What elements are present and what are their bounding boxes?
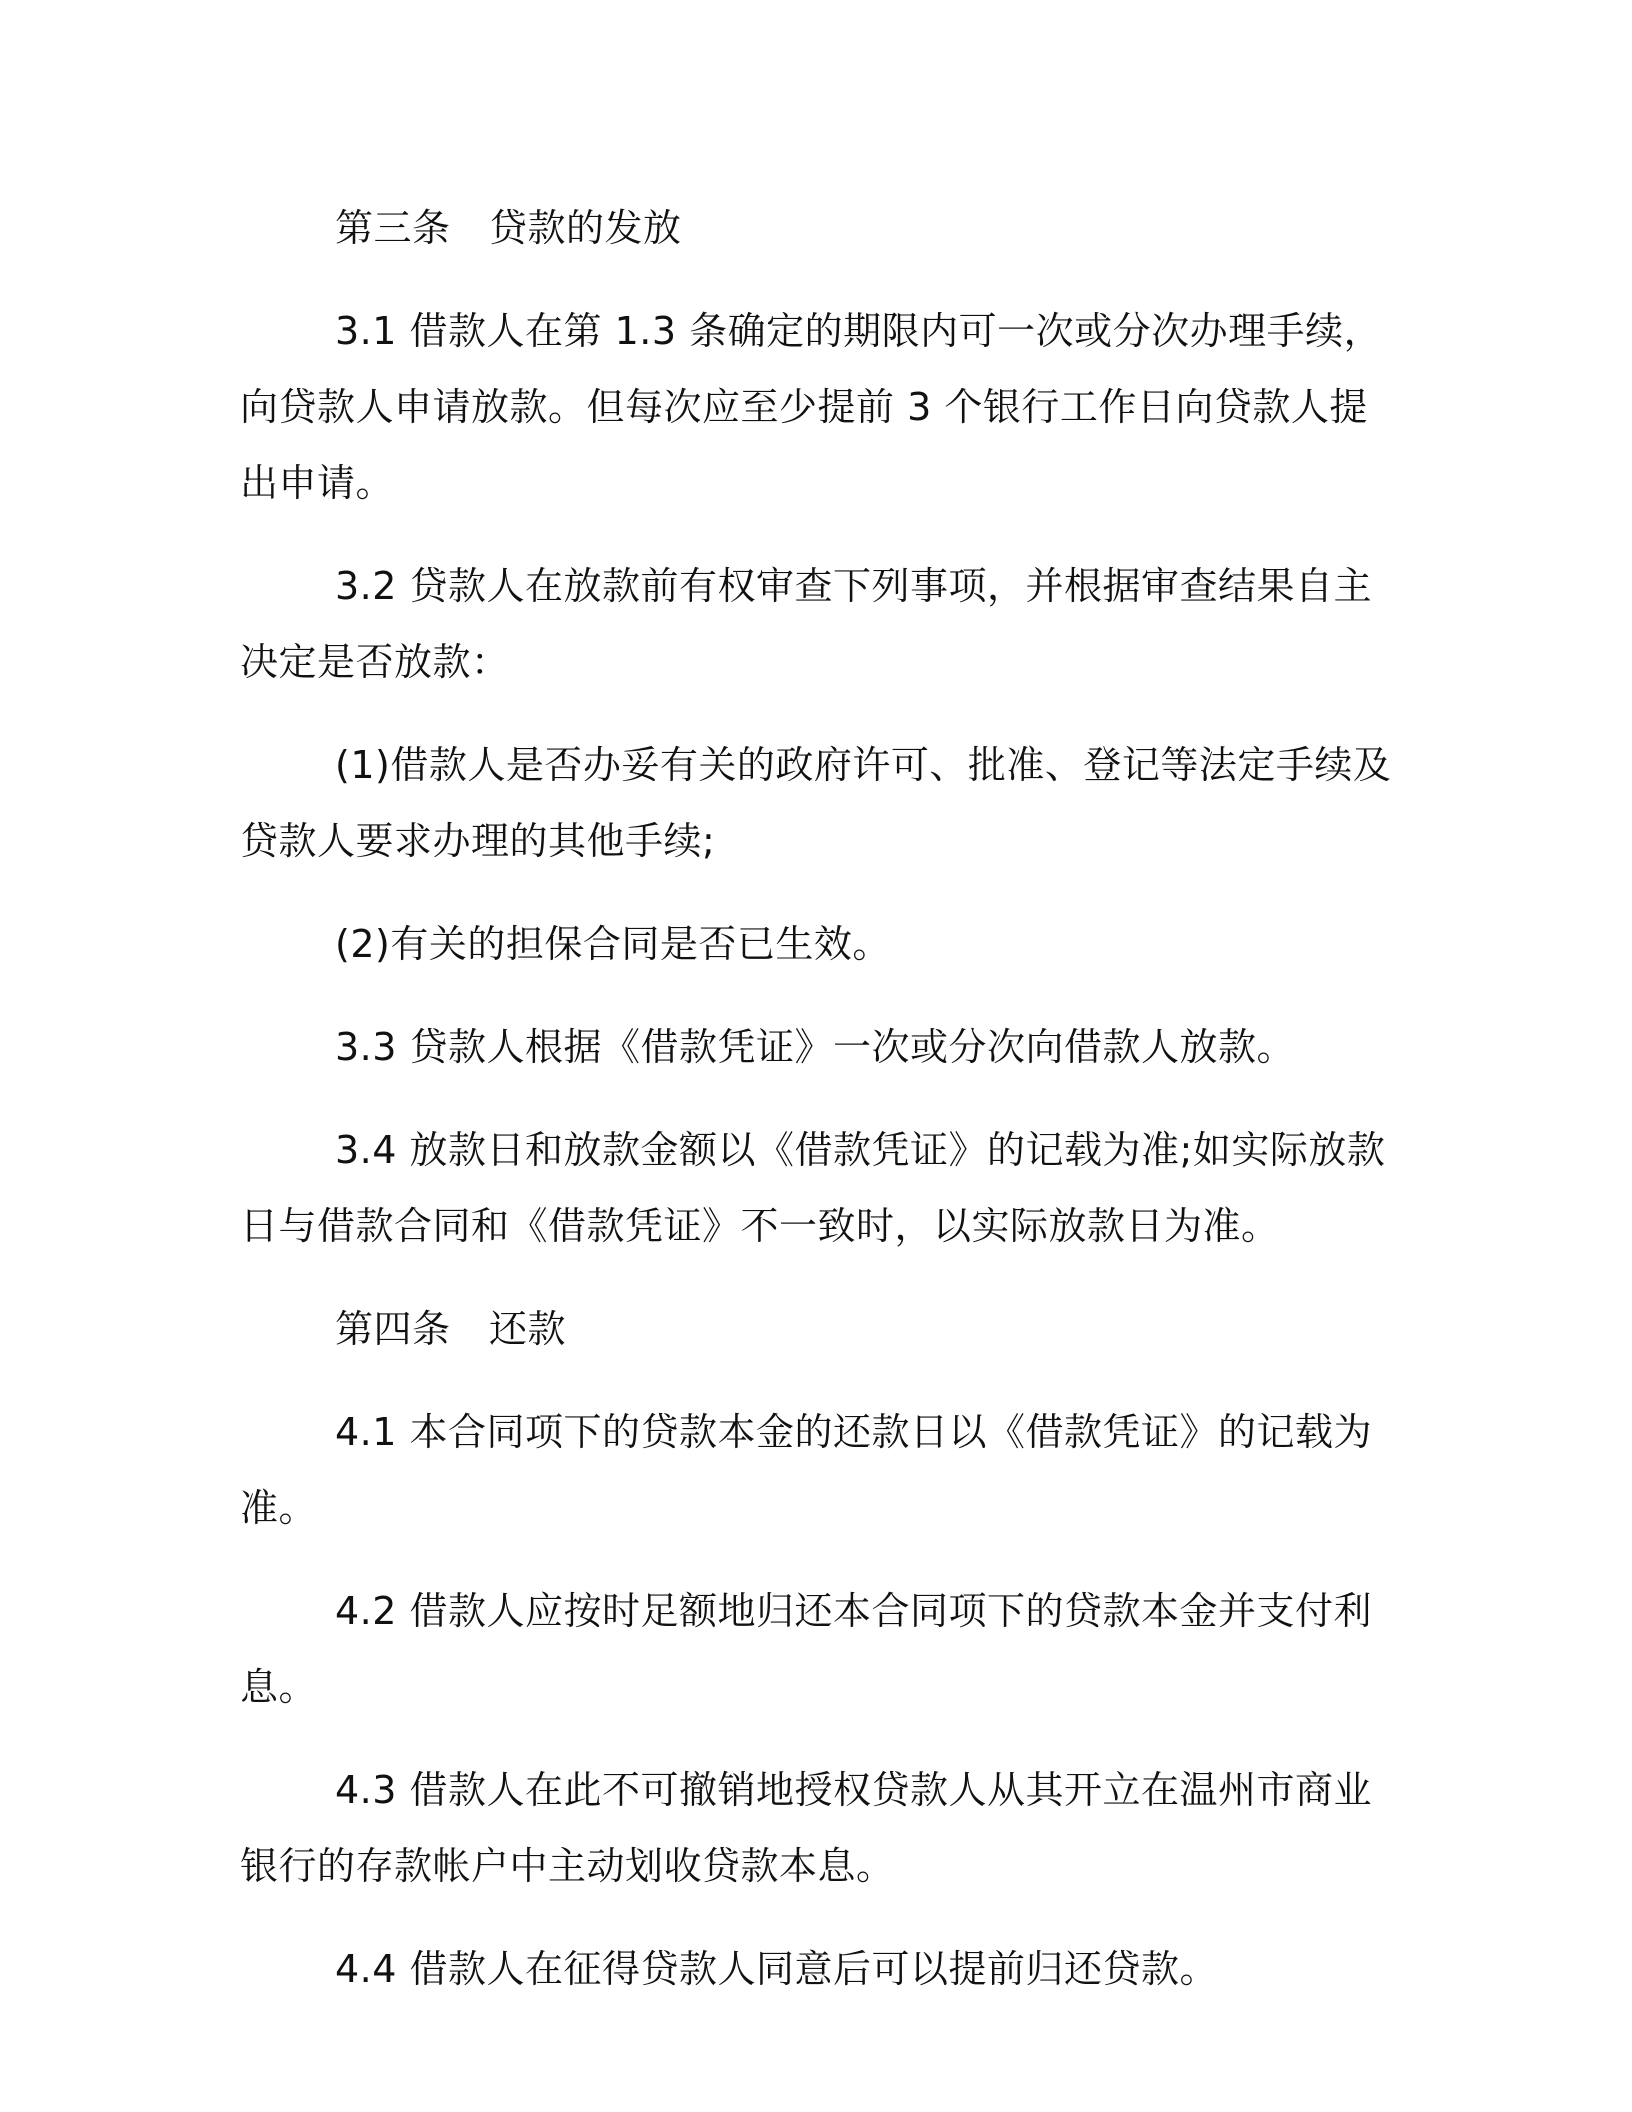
clause-4-1: 4.1 本合同项下的贷款本金的还款日以《借款凭证》的记载为准。 [240,1410,1373,1530]
clause-3-2-item-1: (1)借款人是否办妥有关的政府许可、批准、登记等法定手续及贷款人要求办理的其他手续; [240,743,1392,863]
document-body [240,190,1392,2034]
clause-3-3: 3.3 贷款人根据《借款凭证》一次或分次向借款人放款。 [335,1025,1296,1069]
clause-4-2: 4.2 借款人应按时足额地归还本合同项下的贷款本金并支付利息。 [240,1589,1373,1709]
clause-4-3: 4.3 借款人在此不可撤销地授权贷款人从其开立在温州市商业银行的存款帐户中主动划收贷款本息。 [240,1768,1373,1888]
clause-3-1: 3.1 借款人在第 1.3 条确定的期限内可一次或分次办理手续，向贷款人申请放款。但每次应至少提前 3 个银行工作日向贷款人提出申请。 [240,309,1383,505]
section-heading-article-4: 第四条 还款 [335,1307,567,1351]
clause-3-2-item-2: (2)有关的担保合同是否已生效。 [335,922,891,966]
section-heading-article-3: 第三条 贷款的发放 [335,206,682,250]
clause-4-4: 4.4 借款人在征得贷款人同意后可以提前归还贷款。 [335,1947,1219,1991]
clause-3-4: 3.4 放款日和放款金额以《借款凭证》的记载为准;如实际放款日与借款合同和《借款凭证》不一致时，以实际放款日为准。 [240,1128,1386,1248]
clause-3-2: 3.2 贷款人在放款前有权审查下列事项，并根据审查结果自主决定是否放款： [240,564,1373,684]
